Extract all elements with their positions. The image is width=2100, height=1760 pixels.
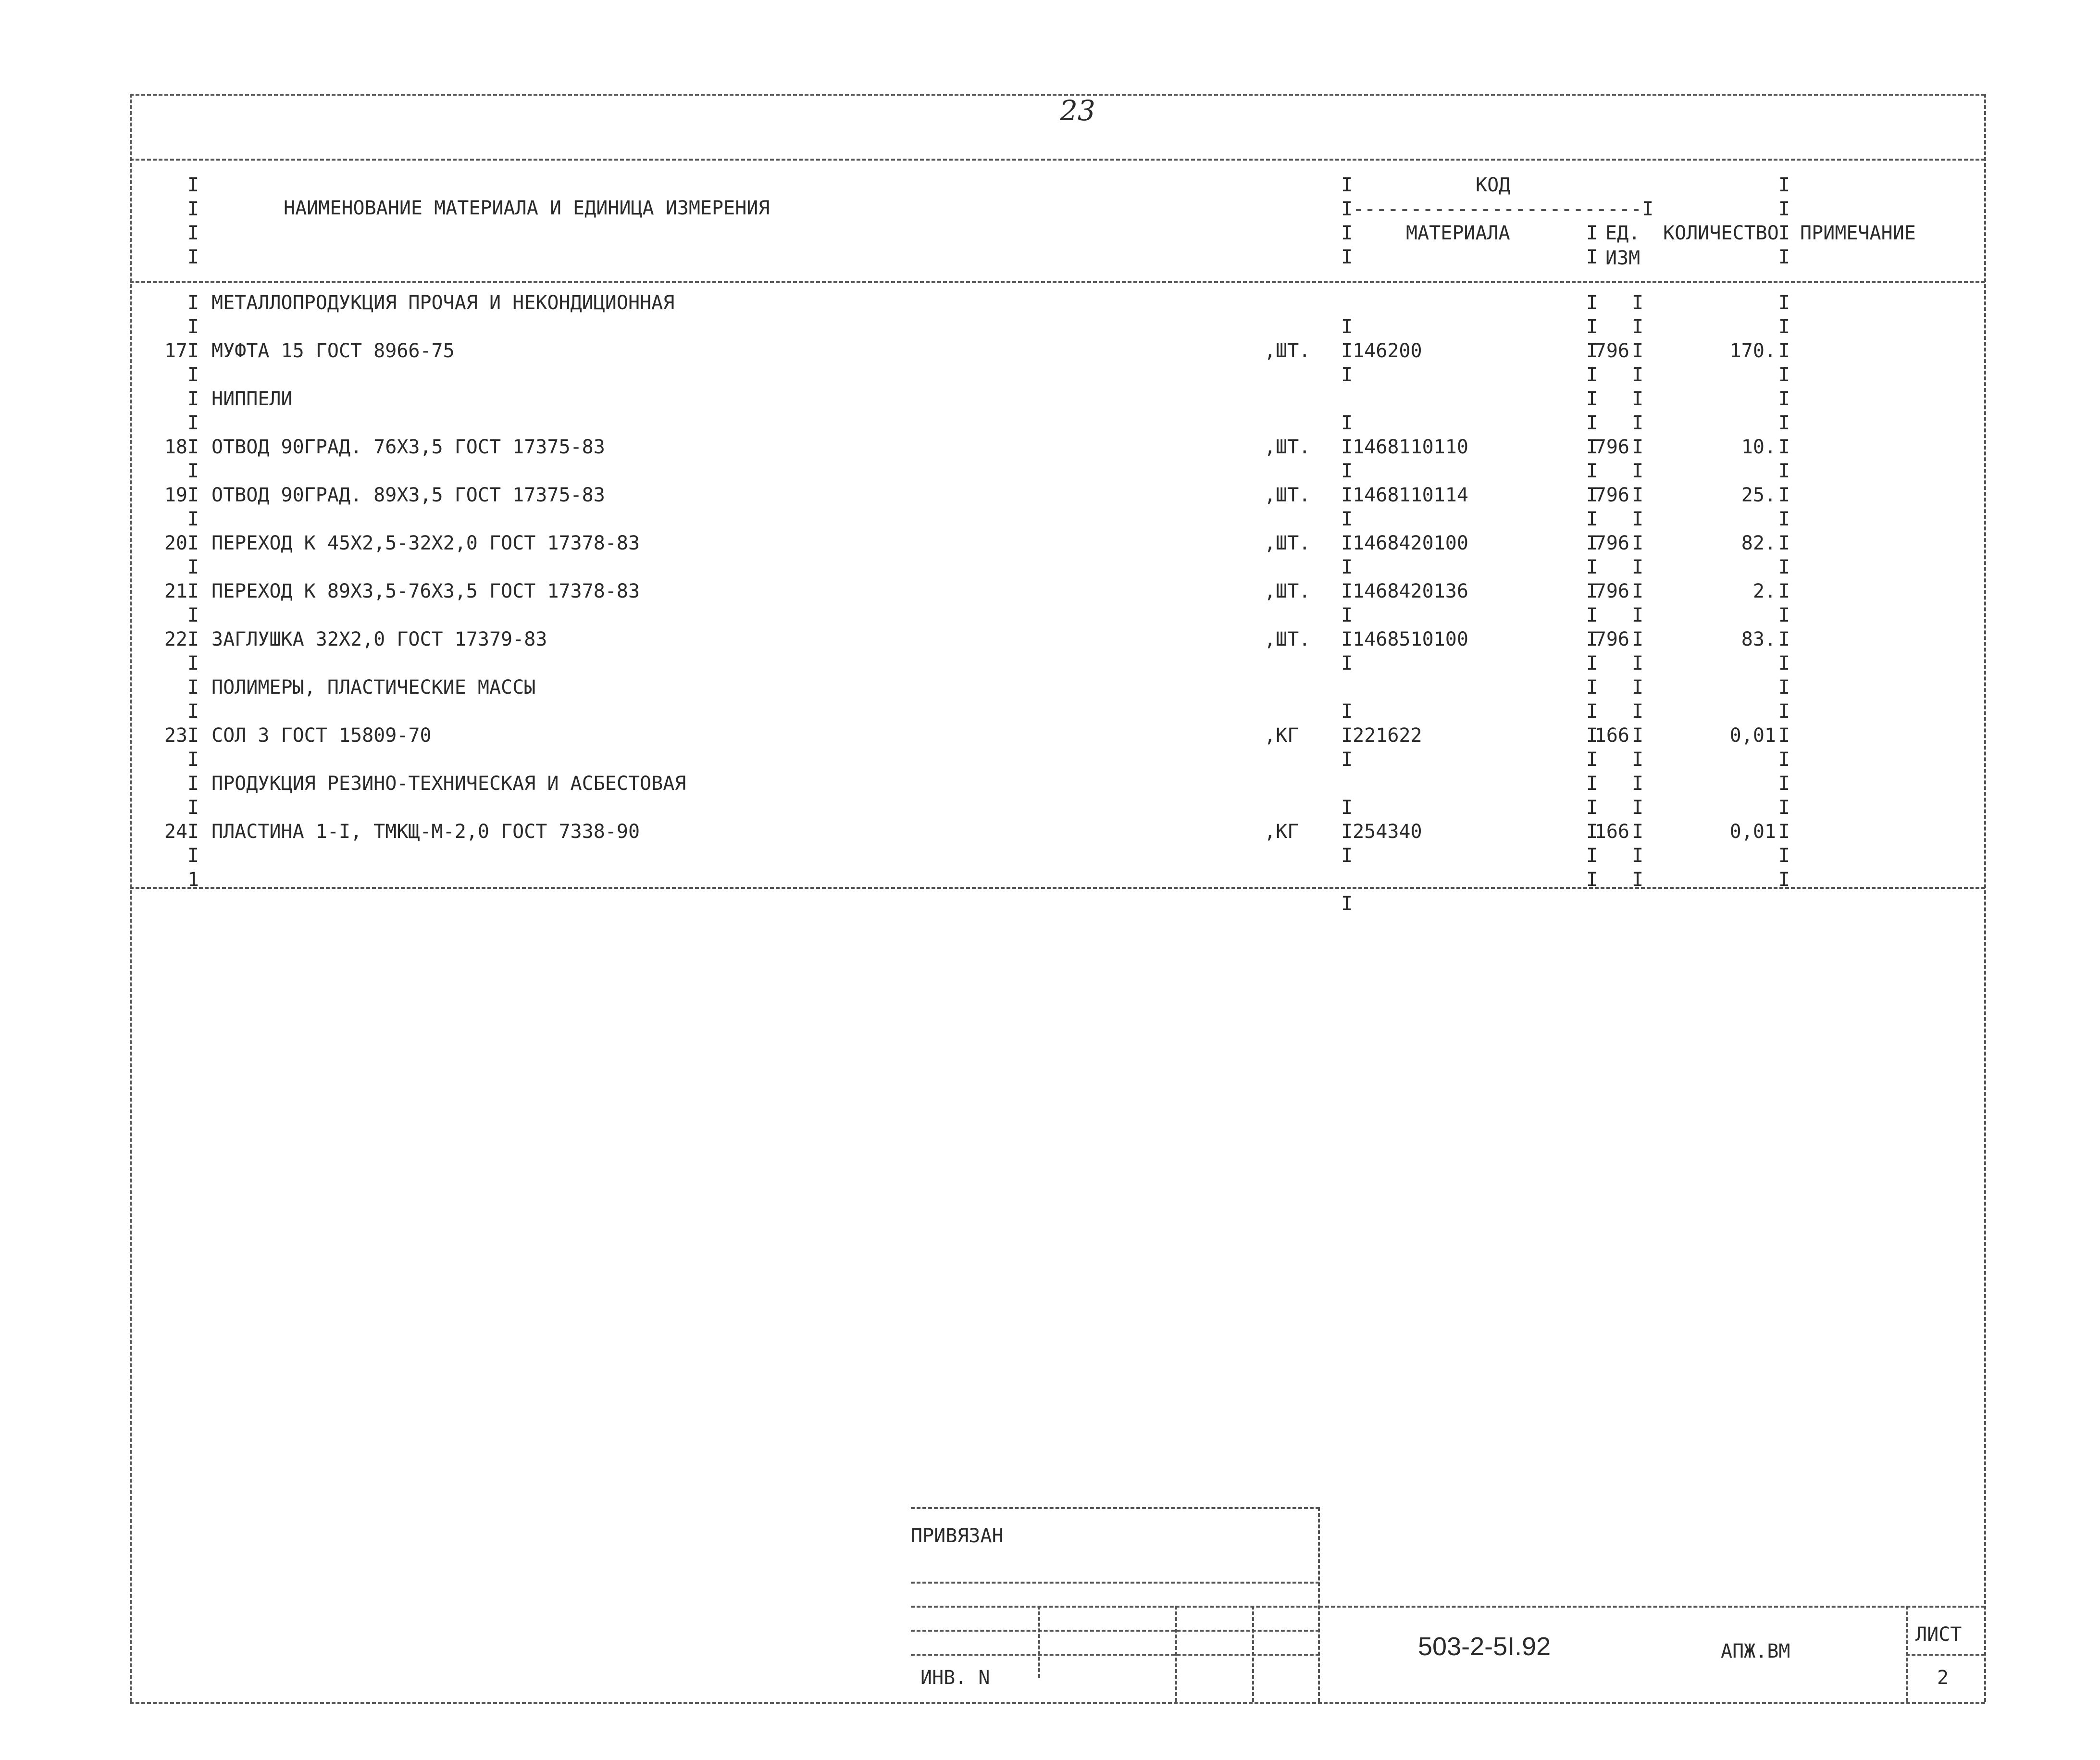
row-number: 19 <box>164 484 187 506</box>
row-unit-label: ,ШТ. <box>1264 532 1311 554</box>
stamp-inventory-label: ИНВ. N <box>920 1667 990 1689</box>
row-quantity: 170. <box>1729 340 1776 362</box>
row-name: ПЛАСТИНА 1-I, ТМКЩ-М-2,0 ГОСТ 7338-90 <box>211 821 640 843</box>
row-number: 18 <box>164 436 187 458</box>
header-col-marks-qty: I I I I <box>1778 174 1790 268</box>
frame-left <box>130 94 132 1702</box>
body-col-marks-unit-left: I I I I I I I I I I I I I I I I I I I I I I I I I <box>1586 292 1598 891</box>
row-quantity: 10. <box>1741 436 1776 458</box>
body-col-marks-code: I I I I I I I I I I I I I <box>1341 316 1353 915</box>
row-name: ОТВОД 90ГРАД. 76X3,5 ГОСТ 17375-83 <box>211 436 605 458</box>
header-col-marks-code: I I-------------------------I I I <box>1341 174 1654 268</box>
stamp-line <box>911 1606 1985 1608</box>
row-quantity: 83. <box>1741 628 1776 650</box>
section-code: АПЖ.ВМ <box>1721 1640 1790 1662</box>
sheet-label: ЛИСТ <box>1915 1623 1962 1646</box>
body-col-marks-unit-right: I I I I I I I I I I I I I I I I I I I I I I I I I <box>1632 292 1644 891</box>
row-name: ПЕРЕХОД К 45X2,5-32X2,0 ГОСТ 17378-83 <box>211 532 640 554</box>
row-unit-label: ,ШТ. <box>1264 436 1311 458</box>
row-unit-code: 796 <box>1594 484 1629 506</box>
row-number: 24 <box>164 821 187 843</box>
row-unit-label: ,ШТ. <box>1264 340 1311 362</box>
sheet-number: 2 <box>1937 1667 1949 1689</box>
col-header-qty: КОЛИЧЕСТВО <box>1663 222 1779 244</box>
row-code: I1468110110 <box>1341 436 1468 458</box>
row-name: ПЕРЕХОД К 89X3,5-76X3,5 ГОСТ 17378-83 <box>211 580 640 602</box>
col-header-code: КОД <box>1476 174 1511 196</box>
row-name: МЕТАЛЛОПРОДУКЦИЯ ПРОЧАЯ И НЕКОНДИЦИОННАЯ <box>211 292 675 314</box>
stamp-border <box>1318 1507 1320 1702</box>
row-unit-label: ,ШТ. <box>1264 484 1311 506</box>
row-quantity: 82. <box>1741 532 1776 554</box>
row-code: I1468420136 <box>1341 580 1468 602</box>
column-header-bottom <box>130 281 1985 283</box>
stamp-line <box>1906 1654 1985 1656</box>
row-quantity: 25. <box>1741 484 1776 506</box>
stamp-line <box>911 1630 1319 1632</box>
row-name: ОТВОД 90ГРАД. 89X3,5 ГОСТ 17375-83 <box>211 484 605 506</box>
stamp-border <box>1175 1606 1177 1702</box>
row-number: 21 <box>164 580 187 602</box>
row-unit-code: 796 <box>1594 532 1629 554</box>
row-code: I146200 <box>1341 340 1422 362</box>
row-code: I1468110114 <box>1341 484 1468 506</box>
col-header-unit-2: ИЗМ <box>1605 247 1640 269</box>
page-number: 23 <box>1060 94 1095 127</box>
stamp-line <box>911 1654 1319 1656</box>
row-unit-label: ,КГ <box>1264 724 1299 747</box>
row-unit-code: 796 <box>1594 580 1629 602</box>
row-unit-label: ,ШТ. <box>1264 580 1311 602</box>
row-name: СОЛ 3 ГОСТ 15809-70 <box>211 724 432 747</box>
row-number: 22 <box>164 628 187 650</box>
stamp-line <box>911 1582 1319 1584</box>
row-unit-code: 796 <box>1594 436 1629 458</box>
stamp-attached-label: ПРИВЯЗАН <box>911 1525 1004 1547</box>
col-header-name: НАИМЕНОВАНИЕ МАТЕРИАЛА И ЕДИНИЦА ИЗМЕРЕНИЯ <box>284 197 770 219</box>
row-quantity: 2. <box>1752 580 1776 602</box>
body-col-marks-qty: I I I I I I I I I I I I I I I I I I I I I I I I I <box>1778 292 1790 891</box>
col-header-unit-1: ЕД. <box>1605 222 1640 244</box>
table-bottom <box>130 887 1985 889</box>
stamp-border <box>1252 1606 1254 1702</box>
row-number: 17 <box>164 340 187 362</box>
stamp-border <box>1038 1606 1040 1678</box>
body-col-marks-left: I I I I I I I I I I I I I I I I I I I I I I I I 1 <box>187 292 199 891</box>
frame-bottom <box>130 1702 1985 1704</box>
row-unit-code: 796 <box>1594 628 1629 650</box>
header-band-line <box>130 159 1985 161</box>
frame-top <box>130 94 1985 96</box>
header-col-marks: I I I I <box>187 174 199 268</box>
row-quantity: 0,01 <box>1729 821 1776 843</box>
row-quantity: 0,01 <box>1729 724 1776 747</box>
stamp-line <box>911 1507 1319 1509</box>
header-col-marks-unit: I I <box>1586 222 1598 268</box>
row-code: I254340 <box>1341 821 1422 843</box>
col-header-note: ПРИМЕЧАНИЕ <box>1800 222 1916 244</box>
row-number: 23 <box>164 724 187 747</box>
row-unit-label: ,ШТ. <box>1264 628 1311 650</box>
row-number: 20 <box>164 532 187 554</box>
row-unit-code: 166 <box>1594 821 1629 843</box>
row-name: НИППЕЛИ <box>211 388 293 410</box>
col-header-material: МАТЕРИАЛА <box>1406 222 1510 244</box>
row-code: I1468420100 <box>1341 532 1468 554</box>
frame-right <box>1984 94 1986 1702</box>
row-name: ЗАГЛУШКА 32X2,0 ГОСТ 17379-83 <box>211 628 547 650</box>
row-name: ПРОДУКЦИЯ РЕЗИНО-ТЕХНИЧЕСКАЯ И АСБЕСТОВАЯ <box>211 773 686 795</box>
row-name: МУФТА 15 ГОСТ 8966-75 <box>211 340 455 362</box>
row-unit-code: 166 <box>1594 724 1629 747</box>
row-name: ПОЛИМЕРЫ, ПЛАСТИЧЕСКИЕ МАССЫ <box>211 676 536 699</box>
row-code: I221622 <box>1341 724 1422 747</box>
row-unit-label: ,КГ <box>1264 821 1299 843</box>
row-unit-code: 796 <box>1594 340 1629 362</box>
document-code: 503-2-5I.92 <box>1418 1632 1551 1661</box>
row-code: I1468510100 <box>1341 628 1468 650</box>
